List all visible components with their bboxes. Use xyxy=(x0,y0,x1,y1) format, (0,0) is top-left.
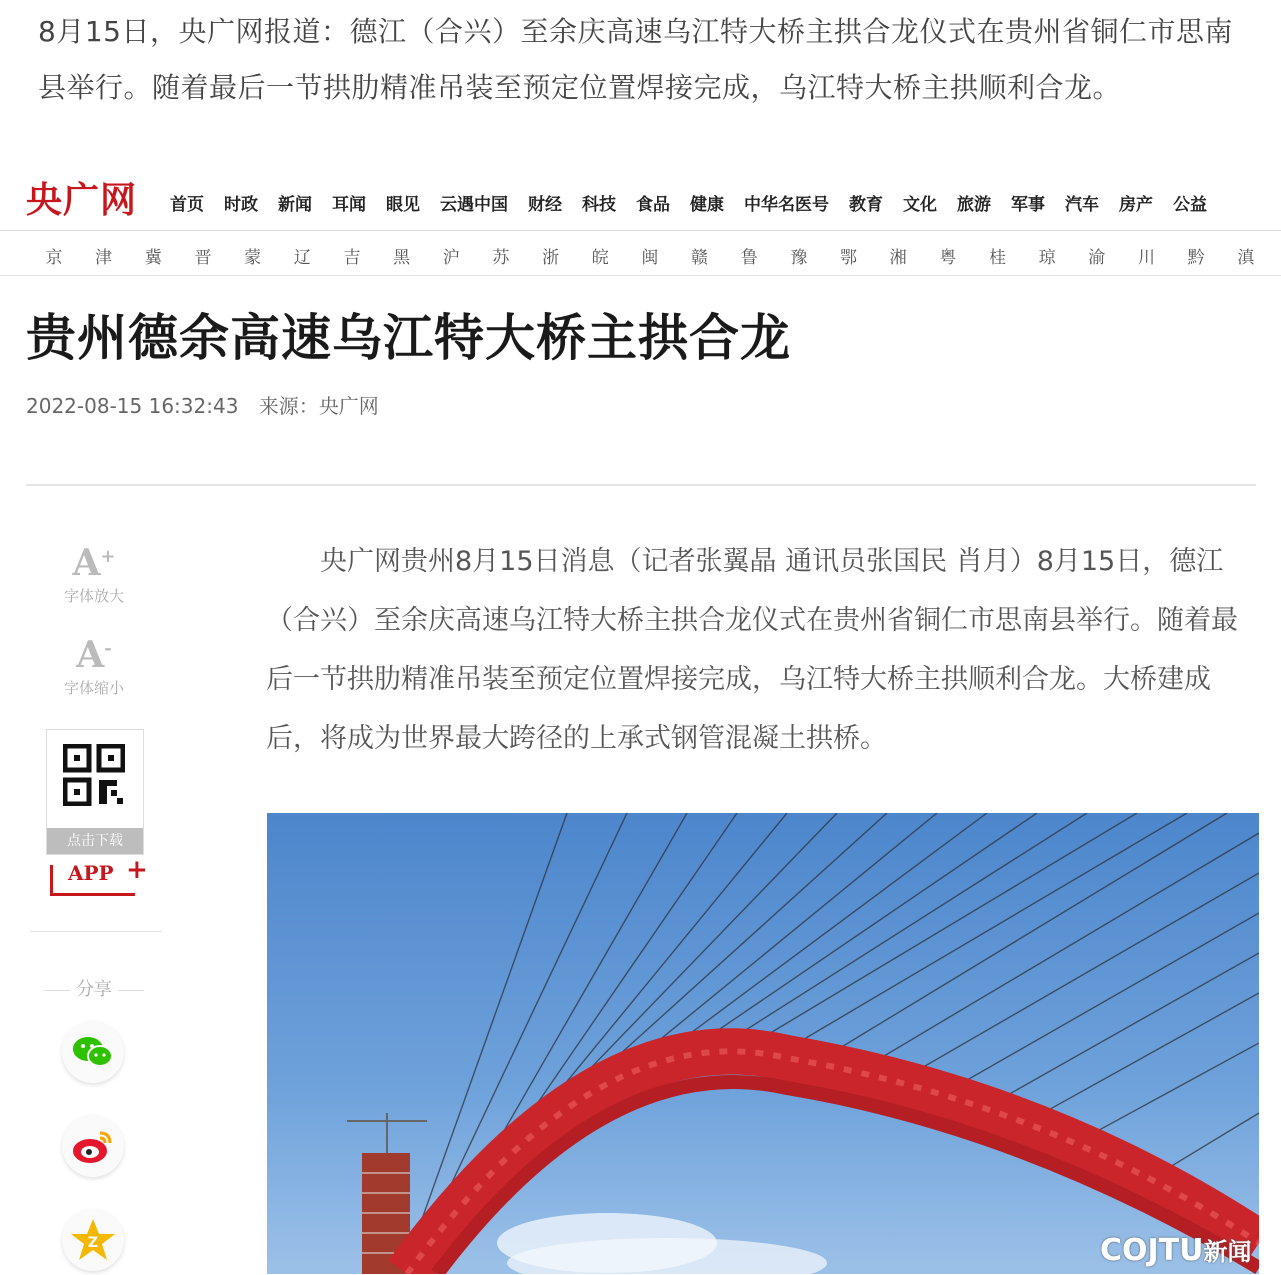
province-item[interactable]: 川 xyxy=(1137,248,1155,268)
article-headline: 贵州德余高速乌江特大桥主拱合龙 xyxy=(26,309,791,367)
province-item[interactable]: 粤 xyxy=(939,248,957,268)
nav-item[interactable]: 文化 xyxy=(903,195,937,215)
font-decrease-icon: A- xyxy=(76,634,112,676)
font-increase-button[interactable] xyxy=(30,535,158,606)
province-item[interactable]: 鄂 xyxy=(840,248,857,268)
intro-paragraph: 8月15日，央广网报道：德江（合兴）至余庆高速乌江特大桥主拱合龙仪式在贵州省铜仁市思南县举行。随着最后一节拱肋精准吊装至预定位置焊接完成，乌江特大桥主拱顺利合龙。 xyxy=(38,15,1233,104)
province-list xyxy=(30,243,1270,268)
nav-item[interactable]: 财经 xyxy=(528,195,562,215)
font-decrease-button[interactable] xyxy=(30,627,158,698)
nav-item[interactable]: 食品 xyxy=(636,195,670,215)
province-item[interactable]: 鲁 xyxy=(740,248,758,268)
province-item[interactable]: 黔 xyxy=(1187,248,1205,268)
nav-item[interactable]: 健康 xyxy=(690,195,724,215)
header-divider xyxy=(26,484,1256,486)
province-item[interactable]: 苏 xyxy=(492,248,510,268)
nav-list xyxy=(160,190,1217,215)
nav-item[interactable]: 教育 xyxy=(849,195,883,215)
nav-item[interactable]: 时政 xyxy=(224,195,258,215)
nav-item[interactable]: 耳闻 xyxy=(332,195,366,215)
wechat-icon xyxy=(62,1021,124,1083)
nav-item[interactable]: 旅游 xyxy=(957,195,991,215)
publish-datetime: 2022-08-15 16:32:43 xyxy=(26,394,239,418)
cojtu-watermark: COJTU新闻 xyxy=(1100,1233,1252,1268)
plus-icon: + xyxy=(126,855,148,885)
app-download-qr[interactable] xyxy=(46,729,144,855)
nav-item[interactable]: 科技 xyxy=(582,195,616,215)
nav-item[interactable]: 军事 xyxy=(1011,195,1045,215)
province-navigation xyxy=(0,231,1281,276)
cnr-logo[interactable]: 央广网 xyxy=(26,179,138,221)
province-item[interactable]: 桂 xyxy=(988,248,1006,268)
font-increase-icon: A+ xyxy=(72,542,116,584)
article-meta xyxy=(26,390,393,419)
sidebar-divider xyxy=(30,931,162,932)
nav-item[interactable]: 眼见 xyxy=(386,195,420,215)
wechat-share-button[interactable] xyxy=(62,1021,124,1083)
province-item[interactable]: 滇 xyxy=(1237,248,1255,268)
nav-item[interactable]: 云遇中国 xyxy=(440,195,508,215)
province-item[interactable]: 沪 xyxy=(442,248,460,268)
province-item[interactable]: 闽 xyxy=(641,248,659,268)
font-increase-label: 字体放大 xyxy=(63,587,124,605)
province-item[interactable]: 黑 xyxy=(393,248,411,268)
nav-item[interactable]: 房产 xyxy=(1119,195,1153,215)
nav-item[interactable]: 首页 xyxy=(170,195,204,215)
province-item[interactable]: 渝 xyxy=(1088,248,1106,268)
nav-item[interactable]: 公益 xyxy=(1173,195,1207,215)
province-item[interactable]: 皖 xyxy=(591,248,609,268)
weibo-icon xyxy=(62,1115,124,1177)
qr-download-label: 点击下载 xyxy=(47,828,143,854)
nav-item[interactable]: 中华名医号 xyxy=(744,195,829,215)
province-item[interactable]: 辽 xyxy=(293,248,311,268)
province-item[interactable]: 浙 xyxy=(542,248,560,268)
qzone-share-button[interactable] xyxy=(62,1209,124,1271)
article-paragraph: 央广网贵州8月15日消息（记者张翼晶 通讯员张国民 肖月）8月15日，德江（合兴）至余庆高速乌江特大桥主拱合龙仪式在贵州省铜仁市思南县举行。随着最后一节拱肋精准吊装至预定位置焊接完成，乌江特大桥主拱顺利合龙。大桥建成后，将成为世界最大跨径的上承式钢管混凝土拱桥。 xyxy=(266,546,1238,754)
province-item[interactable]: 晋 xyxy=(194,248,212,268)
province-item[interactable]: 豫 xyxy=(790,248,808,268)
app-label: APP xyxy=(68,861,114,885)
province-item[interactable]: 琼 xyxy=(1038,248,1056,268)
bridge-photo xyxy=(267,813,1259,1274)
province-item[interactable]: 蒙 xyxy=(244,248,262,268)
province-item[interactable]: 赣 xyxy=(691,248,709,268)
font-decrease-label: 字体缩小 xyxy=(63,679,124,697)
bridge-arch-image xyxy=(267,813,1259,1274)
app-badge[interactable] xyxy=(50,855,148,895)
province-item[interactable]: 吉 xyxy=(343,248,361,268)
nav-item[interactable]: 新闻 xyxy=(278,195,312,215)
qzone-star-icon xyxy=(62,1209,124,1271)
nav-item[interactable]: 汽车 xyxy=(1065,195,1099,215)
article-body xyxy=(266,532,1256,768)
share-label: 分享 xyxy=(30,975,158,1001)
province-item[interactable]: 京 xyxy=(45,248,63,268)
province-item[interactable]: 津 xyxy=(95,248,113,268)
weibo-share-button[interactable] xyxy=(62,1115,124,1177)
svg-text:Z: Z xyxy=(87,1235,99,1251)
province-item[interactable]: 冀 xyxy=(144,248,162,268)
qr-code-icon xyxy=(63,744,125,806)
article-source[interactable]: 来源：央广网 xyxy=(258,394,379,418)
province-item[interactable]: 湘 xyxy=(889,248,907,268)
top-navigation xyxy=(0,170,1281,231)
